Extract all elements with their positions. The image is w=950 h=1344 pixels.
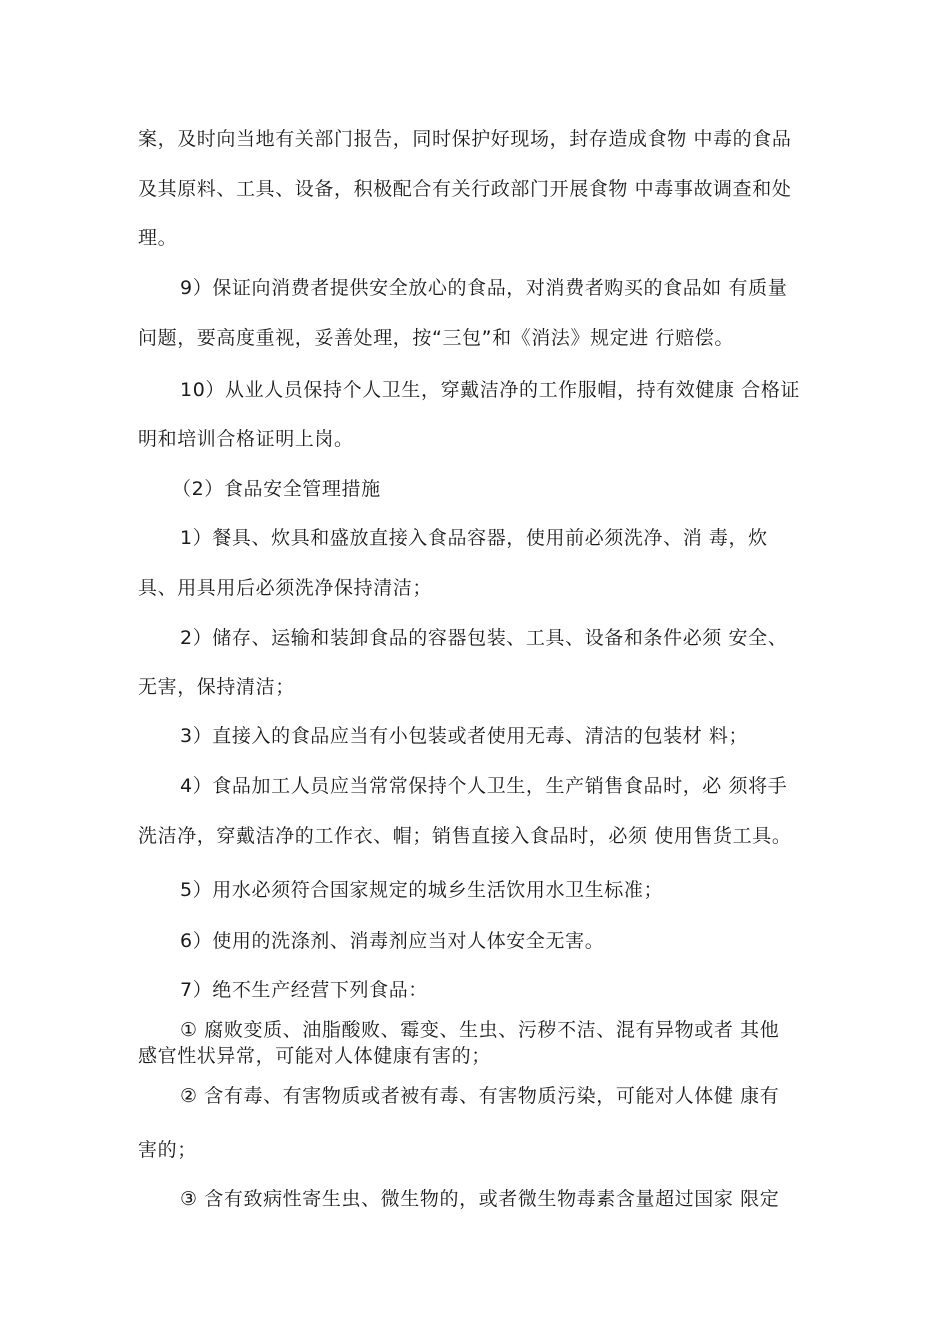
body-text-line: 7）绝不生产经营下列食品： bbox=[180, 979, 428, 1001]
body-text-line: 2）储存、运输和装卸食品的容器包装、工具、设备和条件必须 安全、 bbox=[180, 627, 788, 649]
body-text-line: 理。 bbox=[138, 227, 178, 249]
body-text-line: 10）从业人员保持个人卫生，穿戴洁净的工作服帽，持有效健康 合格证 bbox=[180, 379, 801, 401]
section-heading: （2）食品安全管理措施 bbox=[172, 478, 381, 500]
body-text-line: ① 腐败变质、油脂酸败、霉变、生虫、污秽不洁、混有异物或者 其他 bbox=[180, 1019, 780, 1041]
body-text-line: 案，及时向当地有关部门报告，同时保护好现场，封存造成食物 中毒的食品 bbox=[138, 128, 792, 150]
body-text-line: 具、用具用后必须洗净保持清洁； bbox=[138, 577, 433, 599]
body-text-line: 洗洁净，穿戴洁净的工作衣、帽；销售直接入食品时，必须 使用售货工具。 bbox=[138, 825, 792, 847]
body-text-line: 9）保证向消费者提供安全放心的食品，对消费者购买的食品如 有质量 bbox=[180, 277, 788, 299]
body-text-line: ③ 含有致病性寄生虫、微生物的，或者微生物毒素含量超过国家 限定 bbox=[180, 1188, 780, 1210]
body-text-line: 害的； bbox=[138, 1139, 197, 1161]
body-text-line: 明和培训合格证明上岗。 bbox=[138, 428, 354, 450]
body-text-line: ② 含有毒、有害物质或者被有毒、有害物质污染，可能对人体健 康有 bbox=[180, 1085, 780, 1107]
body-text-line: 1）餐具、炊具和盛放直接入食品容器，使用前必须洗净、消 毒，炊 bbox=[180, 527, 768, 549]
body-text-line: 6）使用的洗涤剂、消毒剂应当对人体安全无害。 bbox=[180, 930, 605, 952]
body-text-line: 问题，要高度重视，妥善处理，按“三包”和《消法》规定进 行赔偿。 bbox=[138, 327, 734, 349]
body-text-line: 感官性状异常，可能对人体健康有害的； bbox=[138, 1045, 491, 1067]
body-text-line: 4）食品加工人员应当常常保持个人卫生，生产销售食品时，必 须将手 bbox=[180, 775, 788, 797]
body-text-line: 及其原料、工具、设备，积极配合有关行政部门开展食物 中毒事故调查和处 bbox=[138, 178, 792, 200]
body-text-line: 3）直接入的食品应当有小包装或者使用无毒、清洁的包装材 料； bbox=[180, 725, 749, 747]
body-text-line: 5）用水必须符合国家规定的城乡生活饮用水卫生标准； bbox=[180, 879, 664, 901]
body-text-line: 无害，保持清洁； bbox=[138, 676, 295, 698]
